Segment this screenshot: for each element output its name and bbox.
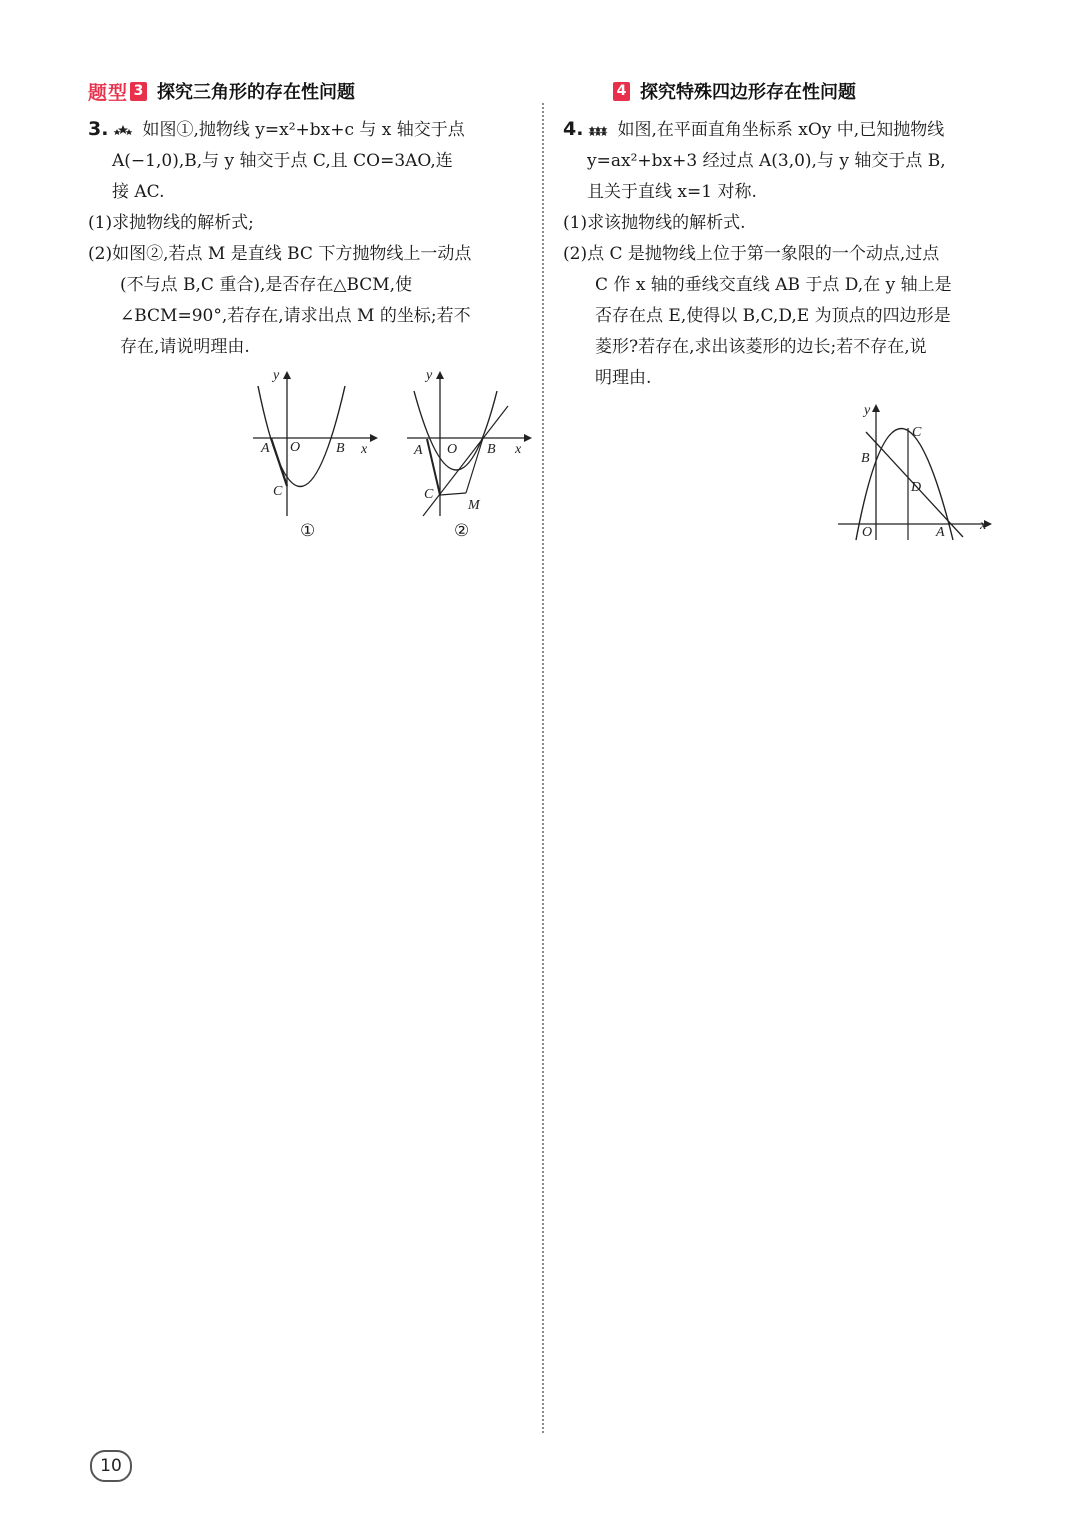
problem-text: 如图,在平面直角坐标系 xOy 中,已知抛物线 <box>617 120 945 140</box>
figure-2-diagram <box>402 371 532 521</box>
fig-label-a: A <box>936 525 945 540</box>
left-column <box>88 76 528 551</box>
section-number-badge: 3 <box>130 82 147 101</box>
right-column <box>563 76 993 552</box>
section-title: 探究三角形的存在性问题 <box>157 82 356 103</box>
difficulty-stars-icon <box>587 125 609 137</box>
page-number: 10 <box>90 1450 132 1482</box>
figure-diagram <box>838 402 993 542</box>
question-1: (1)求该抛物线的解析式. <box>563 213 746 233</box>
figure-2-caption: ② <box>454 521 470 541</box>
fig2-label-a: A <box>414 443 423 458</box>
problem-text: 如图①,抛物线 y=x²+bx+c 与 x 轴交于点 <box>142 120 465 140</box>
question-2-line: (不与点 B,C 重合),是否存在△BCM,使 <box>120 275 413 295</box>
fig1-label-y: y <box>273 371 280 383</box>
column-divider <box>542 103 544 1433</box>
figure-1-caption: ① <box>300 521 316 541</box>
problem-line: 接 AC. <box>112 182 165 202</box>
problem-line <box>88 114 528 146</box>
fig2-label-y: y <box>426 371 433 383</box>
problem-line <box>563 114 993 146</box>
fig1-label-o: O <box>290 440 301 455</box>
problem-3 <box>88 114 528 363</box>
fig2-label-m: M <box>468 498 480 513</box>
fig2-label-c: C <box>424 487 434 502</box>
section-number-badge: 4 <box>613 82 630 101</box>
figure-problem-4 <box>563 402 993 552</box>
fig-label-o: O <box>862 525 873 540</box>
section-title: 探究特殊四边形存在性问题 <box>640 82 856 103</box>
question-2-line: 否存在点 E,使得以 B,C,D,E 为顶点的四边形是 <box>595 306 951 326</box>
fig-label-d: D <box>911 480 922 495</box>
question-2-line: 菱形?若存在,求出该菱形的边长;若不存在,说 <box>595 337 927 357</box>
fig2-label-b: B <box>487 442 496 457</box>
fig1-label-c: C <box>273 484 283 499</box>
fig-label-y: y <box>864 403 871 418</box>
section-label: 题型 <box>88 81 129 104</box>
problem-line: A(−1,0),B,与 y 轴交于点 C,且 CO=3AO,连 <box>112 151 453 171</box>
section-header-3 <box>88 76 528 106</box>
section-header-4 <box>563 76 993 106</box>
question-2-line: 明理由. <box>595 368 652 388</box>
fig1-label-b: B <box>336 441 345 456</box>
fig-label-x: x <box>980 518 987 533</box>
fig2-label-x: x <box>515 442 522 457</box>
fig2-label-o: O <box>447 442 458 457</box>
problem-line: y=ax²+bx+3 经过点 A(3,0),与 y 轴交于点 B, <box>587 151 946 171</box>
difficulty-stars-icon <box>112 125 134 137</box>
question-2-line: (2)点 C 是抛物线上位于第一象限的一个动点,过点 <box>563 244 940 264</box>
problem-number: 3. <box>88 118 109 140</box>
question-2-line: C 作 x 轴的垂线交直线 AB 于点 D,在 y 轴上是 <box>595 275 952 295</box>
figure-1-diagram <box>248 371 378 521</box>
fig1-label-x: x <box>361 442 368 457</box>
problem-4 <box>563 114 993 394</box>
figures-problem-3 <box>88 371 528 551</box>
question-2-line: ∠BCM=90°,若存在,请求出点 M 的坐标;若不 <box>120 306 471 326</box>
fig-label-b: B <box>861 451 870 466</box>
question-1: (1)求抛物线的解析式; <box>88 213 254 233</box>
problem-number: 4. <box>563 118 584 140</box>
fig-label-c: C <box>912 425 922 440</box>
question-2-line: (2)如图②,若点 M 是直线 BC 下方抛物线上一动点 <box>88 244 472 264</box>
question-2-line: 存在,请说明理由. <box>120 337 250 357</box>
problem-line: 且关于直线 x=1 对称. <box>587 182 757 202</box>
fig1-label-a: A <box>261 441 270 456</box>
